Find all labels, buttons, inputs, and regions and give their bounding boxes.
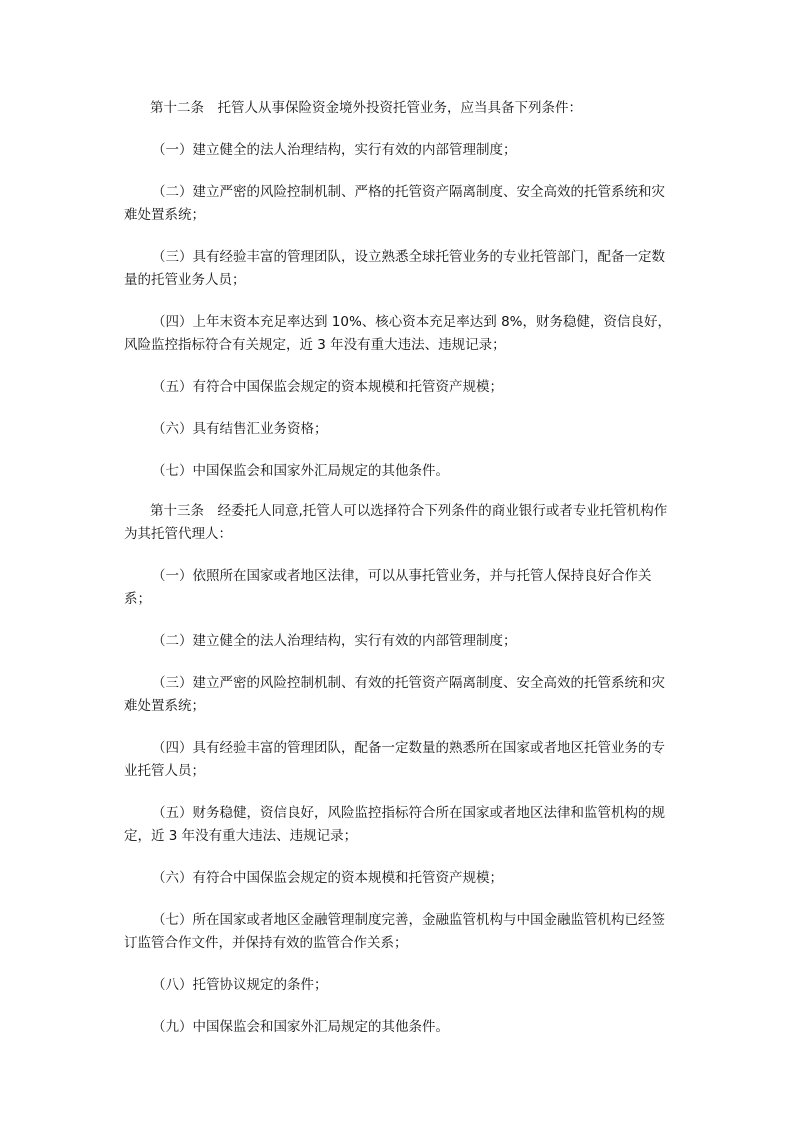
article-13-item-6: （六）有符合中国保监会规定的资本规模和托管资产规模； (152, 870, 503, 886)
article-13-item-8: （八）托管协议规定的条件； (152, 977, 328, 993)
article-12-item-7: （七）中国保监会和国家外汇局规定的其他条件。 (152, 463, 449, 479)
article-12-item-2: （二）建立严密的风险控制机制、严格的托管资产隔离制度、安全高效的托管系统和灾难处置系统； (124, 184, 665, 223)
article-13-item-4: （四）具有经验丰富的管理团队，配备一定数量的熟悉所在国家或者地区托管业务的专业托管人员； (124, 740, 665, 779)
article-13-item-1: （一）依照所在国家或者地区法律，可以从事托管业务，并与托管人保持良好合作关系； (124, 568, 652, 607)
article-12-item-3: （三）具有经验丰富的管理团队，设立熟悉全球托管业务的专业托管部门，配备一定数量的托管业务人员； (124, 249, 665, 288)
article-13-item-3: （三）建立严密的风险控制机制、有效的托管资产隔离制度、安全高效的托管系统和灾难处置系统； (124, 675, 665, 714)
article-13-item-5: （五）财务稳健，资信良好，风险监控指标符合所在国家或者地区法律和监管机构的规定，近 3 年没有重大违法、违规记录； (124, 805, 665, 844)
article-12-item-6: （六）具有结售汇业务资格； (152, 421, 328, 437)
article-13-heading: 第十三条 经委托人同意,托管人可以选择符合下列条件的商业银行或者专业托管机构作为其托管代理人： (124, 503, 668, 542)
article-13-item-9: （九）中国保监会和国家外汇局规定的其他条件。 (152, 1019, 449, 1035)
article-12-item-4: （四）上年末资本充足率达到 10%、核心资本充足率达到 8%，财务稳健，资信良好，风险监控指标符合有关规定，近 3 年没有重大违法、违规记录； (124, 314, 672, 353)
document-body (124, 97, 676, 1039)
article-12-heading: 第十二条 托管人从事保险资金境外投资托管业务，应当具备下列条件： (150, 100, 582, 116)
article-12-item-5: （五）有符合中国保监会规定的资本规模和托管资产规模； (152, 379, 503, 395)
article-12-item-1: （一）建立健全的法人治理结构，实行有效的内部管理制度； (152, 142, 517, 158)
article-13-item-7: （七）所在国家或者地区金融管理制度完善，金融监管机构与中国金融监管机构已经签订监管合作文件，并保持有效的监管合作关系； (124, 912, 665, 951)
article-13-item-2: （二）建立健全的法人治理结构，实行有效的内部管理制度； (152, 633, 517, 649)
